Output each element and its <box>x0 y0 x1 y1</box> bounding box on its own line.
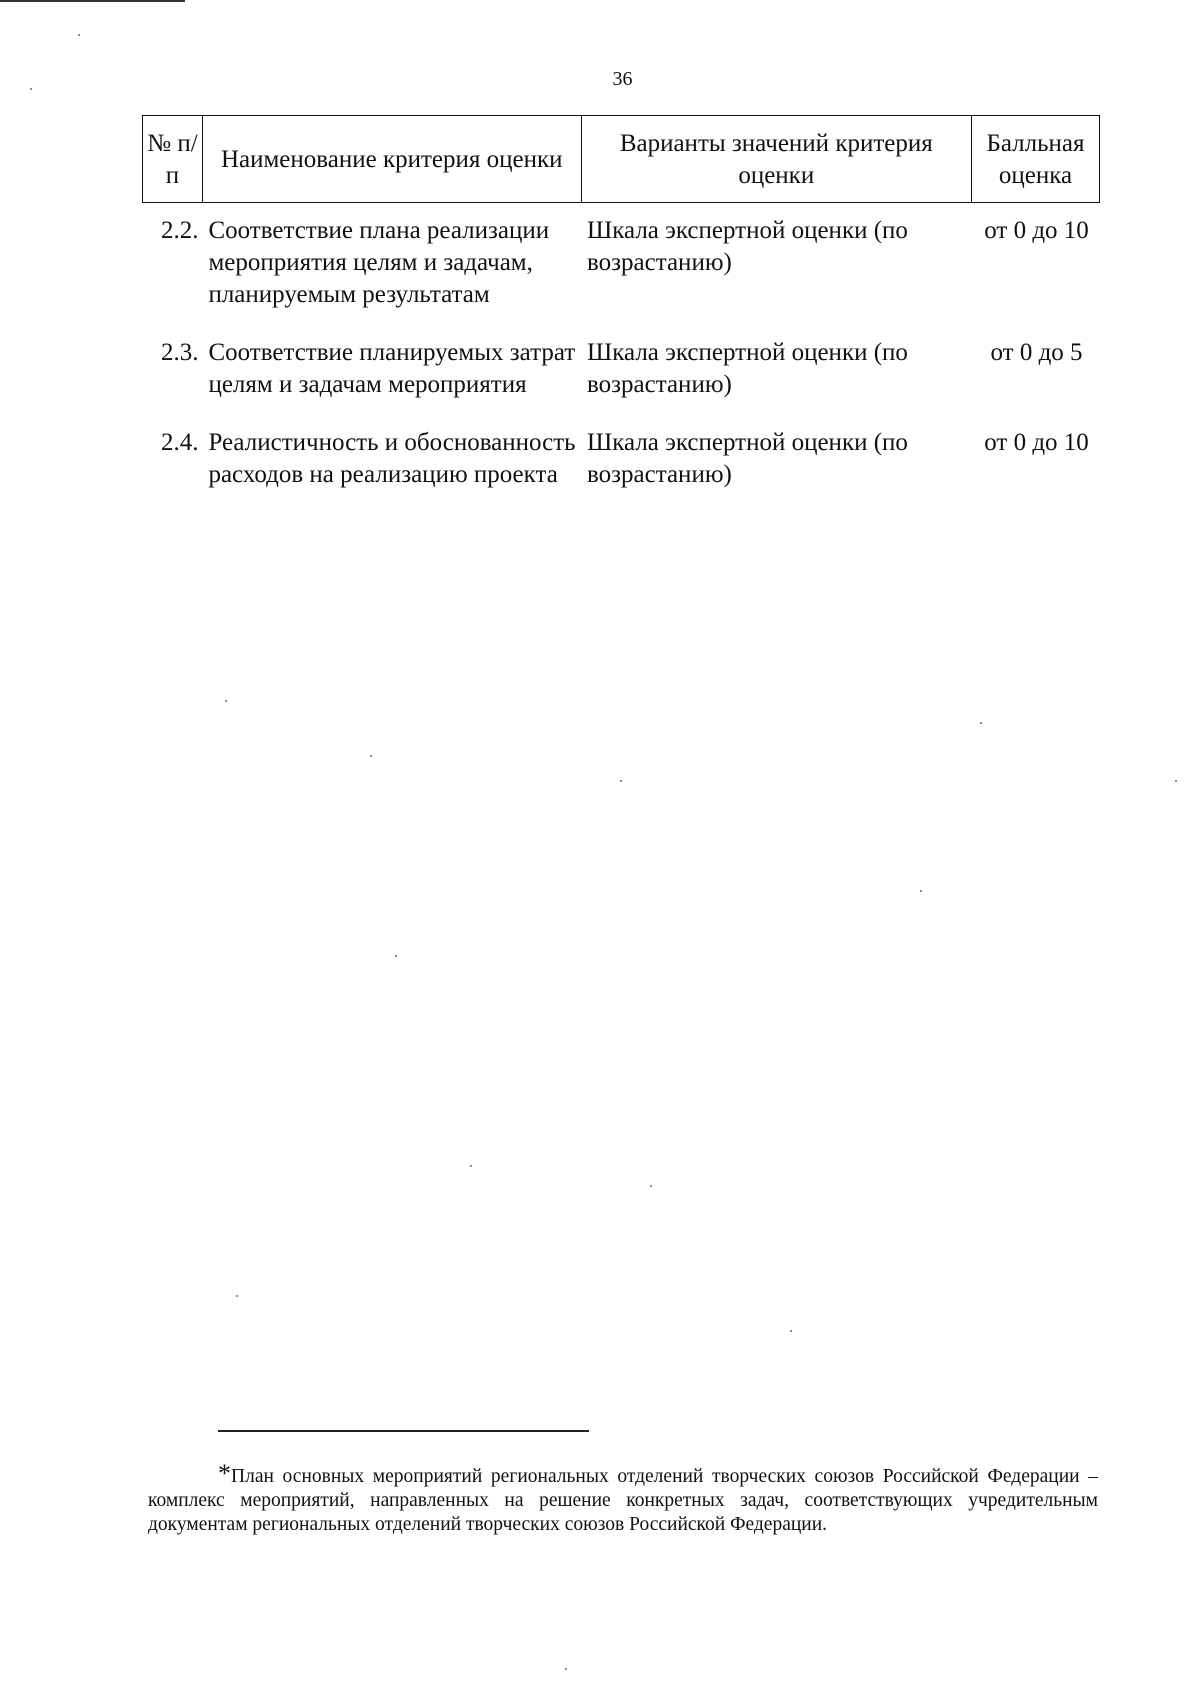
row-score: от 0 до 5 <box>990 339 1083 366</box>
scan-speck <box>78 34 80 36</box>
table-row <box>143 203 1100 338</box>
header-number: № п/п <box>143 116 203 203</box>
row-value-variants: Шкала экспертной оценки (по возрастанию) <box>587 429 908 488</box>
page-number: 36 <box>612 68 633 90</box>
row-number: 2.2. <box>160 217 199 244</box>
scan-speck <box>1175 780 1177 782</box>
row-score: от 0 до 10 <box>984 217 1089 244</box>
scan-speck <box>30 88 32 90</box>
header-criterion-name: Наименование критерия оценки <box>202 116 581 203</box>
row-score: от 0 до 10 <box>984 429 1089 456</box>
row-criterion-name: Соответствие плана реализации мероприятия целям и задачам, планируемым результатам <box>208 217 550 308</box>
scan-speck <box>980 722 982 724</box>
scan-speck <box>236 1295 238 1297</box>
criteria-table <box>142 115 1100 517</box>
scan-speck <box>395 955 397 957</box>
scan-speck <box>620 780 622 782</box>
scan-speck <box>650 1185 652 1187</box>
header-score: Балльная оценка <box>972 116 1100 203</box>
table-row <box>143 337 1100 427</box>
scan-speck <box>790 1330 792 1332</box>
scan-speck <box>920 890 922 892</box>
footnote-marker: * <box>218 1459 231 1488</box>
row-value-variants: Шкала экспертной оценки (по возрастанию) <box>587 217 908 276</box>
row-number: 2.3. <box>160 339 199 366</box>
header-value-variants: Варианты значений критерия оценки <box>581 116 972 203</box>
scan-speck <box>370 755 372 757</box>
scan-speck <box>225 700 227 702</box>
row-value-variants: Шкала экспертной оценки (по возрастанию) <box>587 339 908 398</box>
footnote-separator <box>218 1430 589 1432</box>
row-criterion-name: Реалистичность и обоснованность расходов на реализацию проекта <box>208 429 576 488</box>
table-row <box>143 427 1100 517</box>
scan-speck <box>565 1668 567 1670</box>
scan-edge-line <box>0 0 185 2</box>
table-header <box>143 116 1100 203</box>
row-criterion-name: Соответствие планируемых затрат целям и задачам мероприятия <box>208 339 576 398</box>
scan-speck <box>470 1165 472 1167</box>
footnote <box>148 1459 1098 1537</box>
footnote-text: План основных мероприятий региональных отделений творческих союзов Российской Федерации – комплекс мероприятий, направленных на решение конкретных задач, соответствующих учредительным документам региональных отделений творческих союзов Российской Федерации. <box>148 1466 1098 1535</box>
row-number: 2.4. <box>160 429 199 456</box>
